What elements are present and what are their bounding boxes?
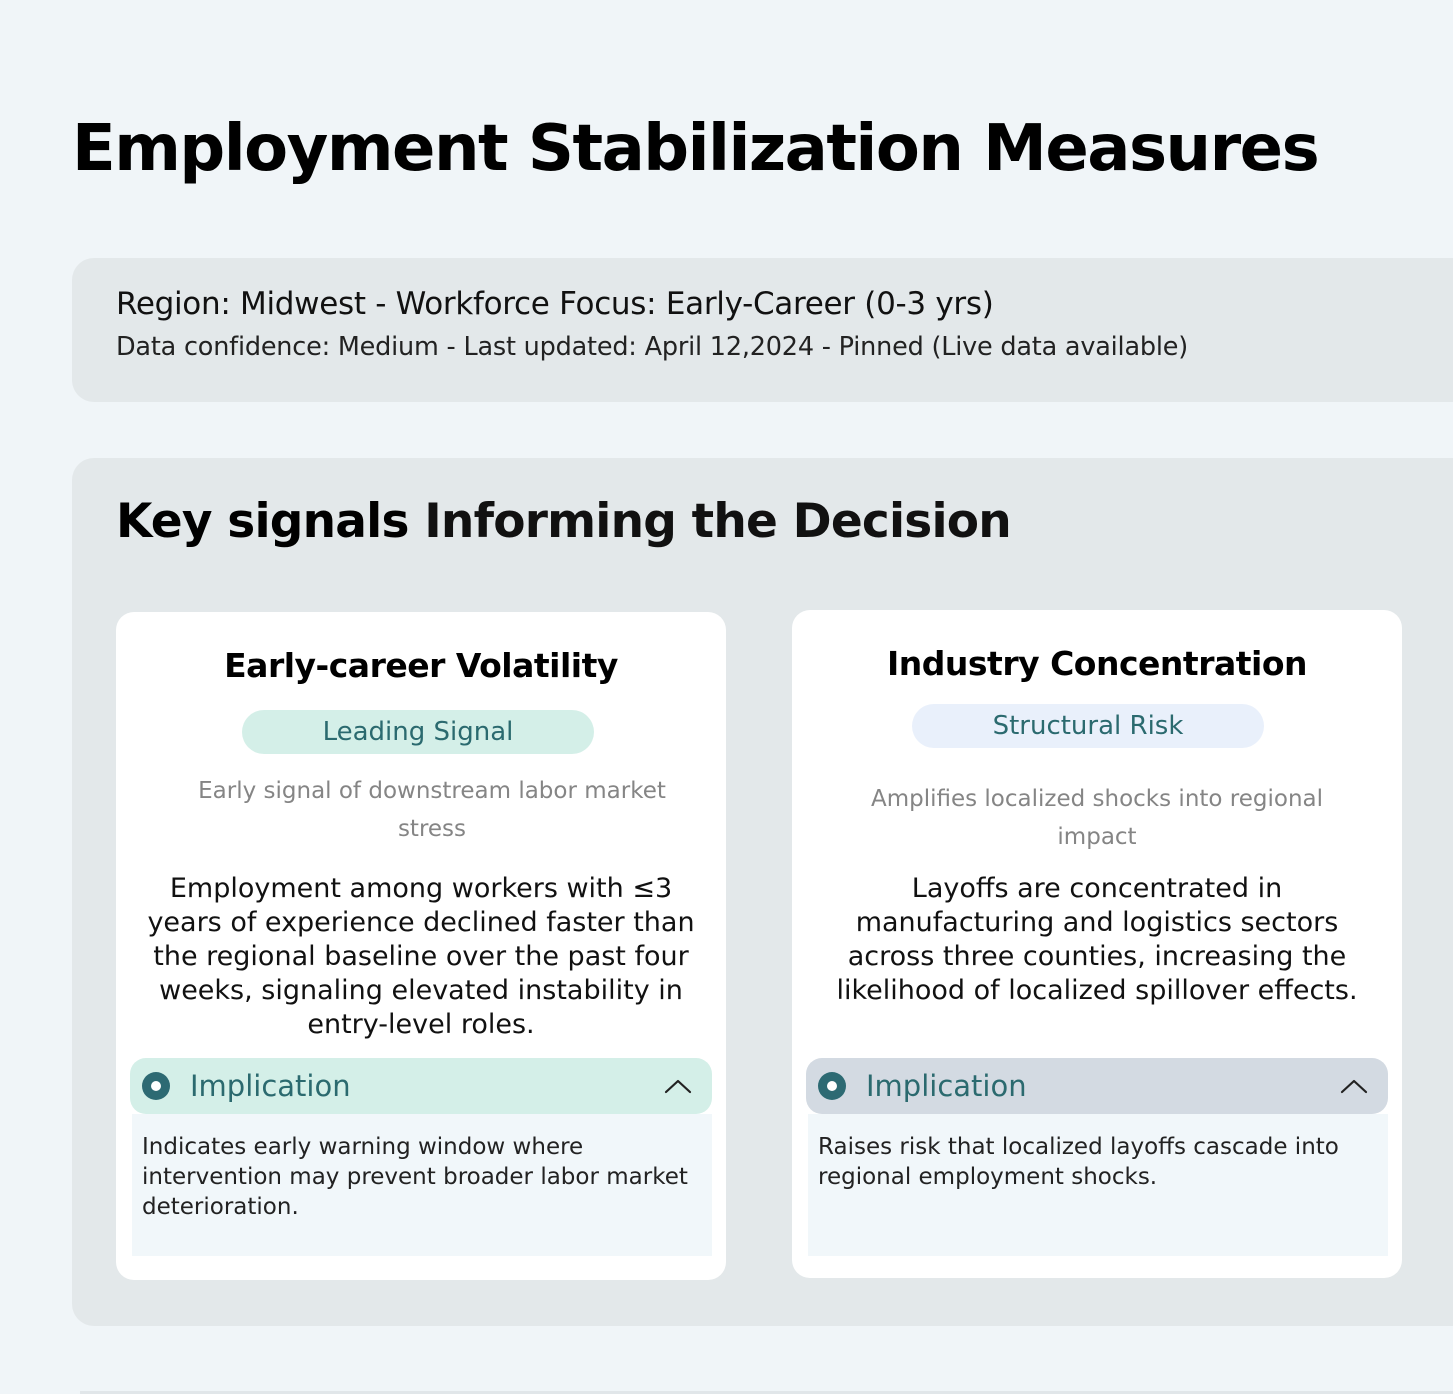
implication-label: Implication: [190, 1069, 351, 1103]
signal-type-badge: Structural Risk: [912, 704, 1264, 748]
card-subtitle: Amplifies localized shocks into regional impact: [870, 786, 1324, 850]
signal-card-early-career-volatility: [116, 612, 726, 1280]
chevron-up-icon[interactable]: [664, 1078, 692, 1094]
context-panel: [72, 258, 1453, 402]
card-subtitle: Early signal of downstream labor market stress: [198, 778, 666, 842]
card-body: Employment among workers with ≤3 years of experience declined faster than the regional baseline over the past four weeks, signaling elevated instability in entry-level roles.: [147, 873, 695, 1040]
region-focus-text: Region: Midwest - Workforce Focus: Early-Career (0-3 yrs): [116, 286, 994, 322]
radio-dot-icon: [142, 1072, 170, 1100]
page-title: Employment Stabilization Measures: [72, 112, 1319, 186]
signal-type-badge: Leading Signal: [242, 710, 594, 754]
chevron-up-icon[interactable]: [1340, 1078, 1368, 1094]
implication-label: Implication: [866, 1069, 1027, 1103]
card-body: Layoffs are concentrated in manufacturing and logistics sectors across three counties, increasing the likelihood of localized spillover effects.: [836, 873, 1358, 1006]
signals-heading-bold: Key signals: [116, 494, 409, 549]
implication-toggle[interactable]: [130, 1058, 712, 1114]
signal-card-industry-concentration: [792, 610, 1402, 1278]
radio-dot-icon: [818, 1072, 846, 1100]
key-signals-panel: [72, 458, 1453, 1326]
card-title: Early-career Volatility: [224, 646, 618, 685]
implication-text: Raises risk that localized layoffs cascade into regional employment shocks.: [808, 1114, 1388, 1256]
implication-toggle[interactable]: [806, 1058, 1388, 1114]
data-status-text: Data confidence: Medium - Last updated: April 12,2024 - Pinned (Live data available): [116, 332, 1188, 362]
signals-heading-rest: Informing the Decision: [408, 494, 1011, 549]
implication-text: Indicates early warning window where intervention may prevent broader labor market deterioration.: [132, 1114, 712, 1256]
signals-heading: [116, 494, 1011, 549]
card-title: Industry Concentration: [887, 644, 1307, 683]
